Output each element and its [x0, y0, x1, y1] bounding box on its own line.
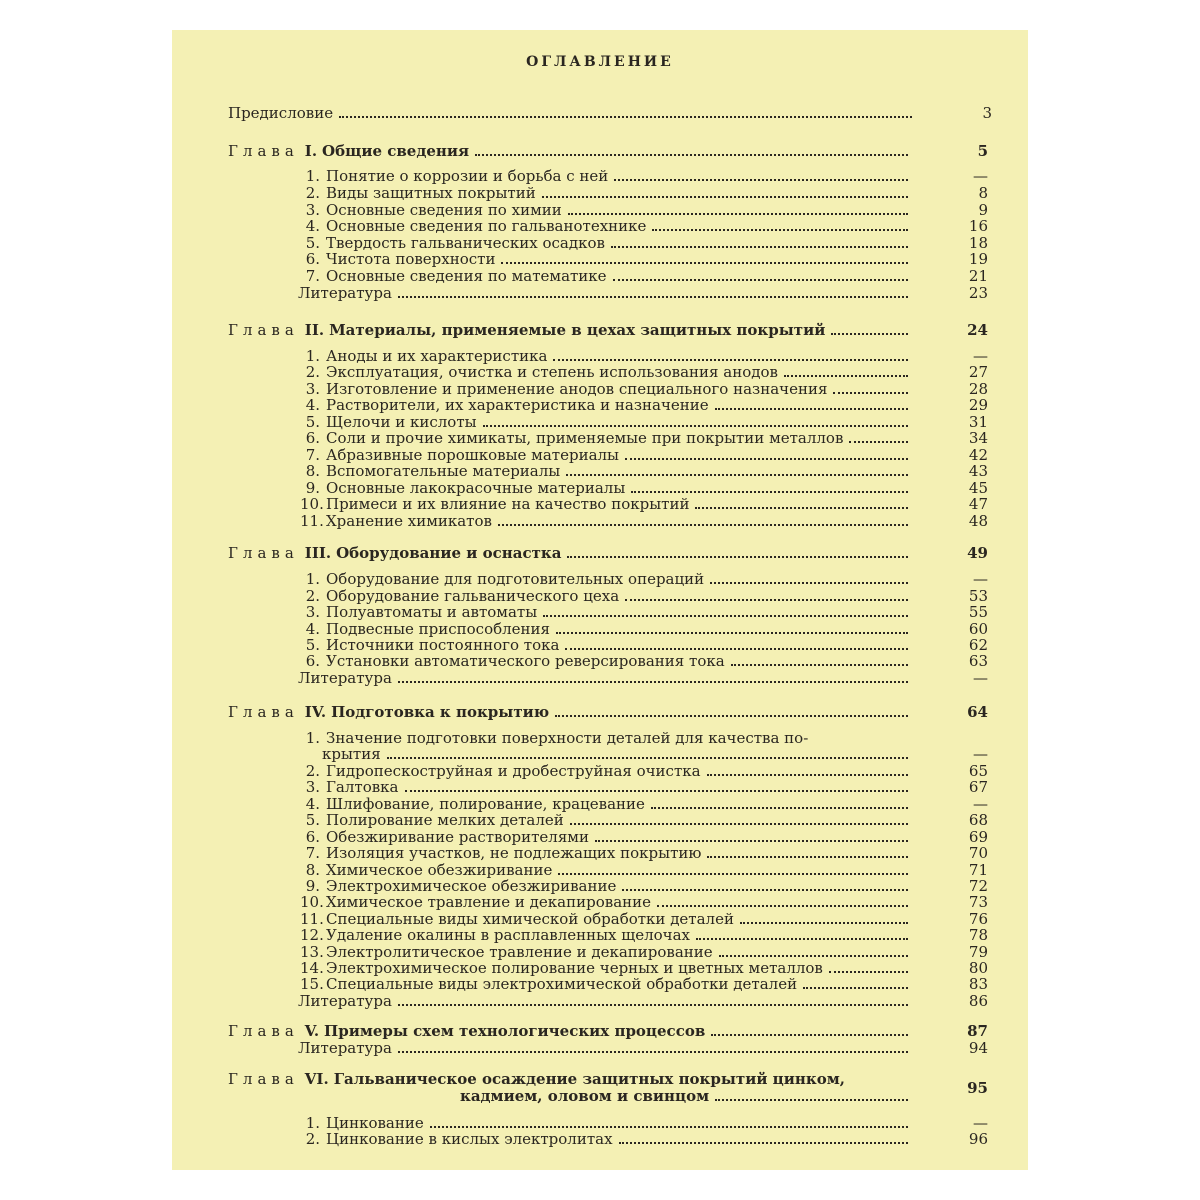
entry-text: Полирование мелких деталей — [326, 811, 564, 829]
leader-dots — [483, 415, 908, 427]
chapter-title: Подготовка к покрытию — [331, 703, 550, 721]
leader-dots — [711, 1024, 908, 1036]
page-number: 60 — [968, 620, 988, 638]
entry-number: 11. — [300, 512, 324, 530]
chapter-label: Глава — [228, 1022, 299, 1040]
page-number: 3 — [982, 104, 992, 122]
toc-chapter-5 — [228, 1022, 988, 1040]
entry-number: 15. — [300, 975, 324, 993]
leader-dots — [715, 1089, 908, 1101]
chapter-title: Материалы, применяемые в цехах защитных покрытий — [329, 321, 826, 339]
page-number: 62 — [968, 636, 988, 654]
entry-number: 2. — [305, 587, 320, 605]
entry-text: Предисловие — [228, 104, 334, 122]
page-number: 64 — [967, 703, 988, 721]
chapter-label: Глава — [228, 544, 299, 562]
page-number: 65 — [968, 762, 988, 780]
leader-dots — [398, 671, 908, 683]
entry-number: 5. — [305, 413, 320, 431]
leader-dots — [652, 219, 908, 231]
chapter-number: VI. — [304, 1070, 329, 1088]
page-number: 83 — [968, 975, 988, 993]
toc-entry — [300, 184, 988, 202]
leader-dots — [568, 203, 908, 215]
entry-text: Литература — [298, 284, 392, 302]
chapter-title: Гальваническое осаждение защитных покрытий цинком, — [333, 1070, 845, 1088]
toc-entry — [300, 778, 988, 796]
toc-entry-preface — [228, 104, 992, 122]
toc-entry — [300, 893, 988, 911]
chapter-number: III. — [304, 544, 332, 562]
leader-dots — [475, 144, 908, 156]
leader-dots — [831, 323, 908, 335]
leader-dots — [631, 481, 908, 493]
entry-text: Эксплуатация, очистка и степень использования анодов — [326, 363, 778, 381]
entry-number: 2. — [305, 762, 320, 780]
toc-chapter-6-continuation — [460, 1079, 988, 1105]
leader-dots — [565, 638, 908, 650]
entry-number: 4. — [305, 620, 320, 638]
entry-text: Основные сведения по химии — [326, 201, 562, 219]
leader-dots — [696, 928, 908, 940]
leader-dots — [498, 514, 908, 526]
page-number: 95 — [967, 1079, 988, 1097]
entry-text: Электрохимическое обезжиривание — [326, 877, 617, 895]
page-number: 42 — [968, 446, 988, 464]
page-number: 45 — [968, 479, 988, 497]
entry-number: 1. — [305, 167, 320, 185]
chapter-title: кадмием, оловом и свинцом — [460, 1087, 710, 1105]
leader-dots — [566, 464, 908, 476]
page-number: 31 — [968, 413, 988, 431]
book-page — [172, 30, 1028, 1170]
leader-dots — [339, 106, 912, 118]
page-number: 73 — [968, 893, 988, 911]
toc-entry — [300, 167, 988, 185]
chapter-label: Глава — [228, 321, 299, 339]
entry-text: Источники постоянного тока — [326, 636, 560, 654]
chapter-title: Примеры схем технологических процессов — [324, 1022, 706, 1040]
chapter-number: II. — [304, 321, 325, 339]
entry-text: Электролитическое травление и декапирование — [326, 943, 713, 961]
entry-number: 2. — [305, 184, 320, 202]
page-number: 87 — [967, 1022, 988, 1040]
leader-dots — [707, 846, 908, 858]
page-number: 23 — [968, 284, 988, 302]
chapter-label: Глава — [228, 142, 299, 160]
entry-number: 1. — [305, 347, 320, 365]
leader-dots — [556, 622, 908, 634]
toc-entry — [300, 495, 988, 513]
page-number: 21 — [968, 267, 988, 285]
entry-number: 5. — [305, 636, 320, 654]
toc-entry — [300, 429, 988, 447]
toc-chapter-1 — [228, 142, 988, 160]
leader-dots — [710, 572, 908, 584]
toc-entry — [300, 512, 988, 530]
entry-number: 3. — [305, 778, 320, 796]
page-number: 78 — [968, 926, 988, 944]
entry-text: Значение подготовки поверхности деталей для качества по- — [326, 729, 809, 747]
page-number: 96 — [968, 1130, 988, 1148]
page-number: 53 — [968, 587, 988, 605]
entry-text: Основные сведения по математике — [326, 267, 607, 285]
entry-number: 5. — [305, 234, 320, 252]
toc-literature — [298, 1039, 988, 1057]
leader-dots — [558, 863, 908, 875]
leader-dots — [740, 912, 908, 924]
entry-number: 3. — [305, 380, 320, 398]
leader-dots — [501, 252, 908, 264]
entry-number: 9. — [305, 877, 320, 895]
entry-number: 4. — [305, 396, 320, 414]
entry-text: Удаление окалины в расплавленных щелочах — [326, 926, 690, 944]
toc-entry — [300, 844, 988, 862]
entry-number: 7. — [305, 267, 320, 285]
entry-number: 11. — [300, 910, 324, 928]
entry-number: 7. — [305, 844, 320, 862]
entry-text: Изготовление и применение анодов специального назначения — [326, 380, 828, 398]
leader-dots — [553, 349, 908, 361]
page-number: 24 — [967, 321, 988, 339]
toc-literature — [298, 669, 988, 687]
entry-text: Галтовка — [326, 778, 399, 796]
entry-number: 10. — [300, 893, 324, 911]
entry-text: Установки автоматического реверсирования тока — [326, 652, 725, 670]
page-number: 29 — [968, 396, 988, 414]
chapter-number: V. — [304, 1022, 320, 1040]
entry-text: Аноды и их характеристика — [326, 347, 548, 365]
chapter-label: Глава — [228, 703, 299, 721]
toc-entry — [300, 363, 988, 381]
page-number: 8 — [978, 184, 988, 202]
toc-literature — [298, 284, 988, 302]
page-number: — — [973, 347, 988, 365]
leader-dots — [542, 186, 908, 198]
leader-dots — [695, 497, 908, 509]
entry-number: 6. — [305, 652, 320, 670]
page-number: 68 — [968, 811, 988, 829]
entry-text: Вспомогательные материалы — [326, 462, 561, 480]
entry-text: Хранение химикатов — [326, 512, 492, 530]
entry-number: 4. — [305, 795, 320, 813]
page-number: 80 — [968, 959, 988, 977]
entry-text: Подвесные приспособления — [326, 620, 551, 638]
entry-number: 6. — [305, 429, 320, 447]
leader-dots — [829, 961, 908, 973]
entry-number: 13. — [300, 943, 324, 961]
leader-dots — [651, 797, 908, 809]
toc-chapter-6 — [228, 1071, 914, 1088]
toc-chapter-4 — [228, 703, 988, 721]
page-number: 76 — [968, 910, 988, 928]
page-number: — — [973, 570, 988, 588]
toc-entry — [300, 811, 988, 829]
leader-dots — [622, 879, 908, 891]
entry-text: крытия — [322, 745, 381, 763]
leader-dots — [657, 895, 908, 907]
entry-number: 5. — [305, 811, 320, 829]
page-number: 67 — [968, 778, 988, 796]
entry-text: Чистота поверхности — [326, 250, 496, 268]
leader-dots — [398, 286, 908, 298]
entry-number: 3. — [305, 603, 320, 621]
chapter-title: Оборудование и оснастка — [336, 544, 562, 562]
leader-dots — [833, 382, 908, 394]
toc-entry — [300, 462, 988, 480]
leader-dots — [398, 994, 908, 1006]
toc-entry — [300, 730, 914, 747]
page-number: 55 — [968, 603, 988, 621]
leader-dots — [543, 605, 908, 617]
entry-number: 6. — [305, 828, 320, 846]
page-number: 47 — [968, 495, 988, 513]
entry-number: 7. — [305, 446, 320, 464]
toc-literature — [298, 992, 988, 1010]
entry-text: Примеси и их влияние на качество покрытий — [326, 495, 690, 513]
leader-dots — [595, 830, 908, 842]
leader-dots — [715, 398, 908, 410]
leader-dots — [719, 945, 908, 957]
entry-number: 6. — [305, 250, 320, 268]
page-number: 18 — [968, 234, 988, 252]
page-number: — — [973, 795, 988, 813]
chapter-number: I. — [304, 142, 318, 160]
entry-text: Химическое обезжиривание — [326, 861, 553, 879]
leader-dots — [619, 1132, 908, 1144]
entry-text: Основные сведения по гальванотехнике — [326, 217, 647, 235]
toc-entry — [300, 603, 988, 621]
chapter-title: Общие сведения — [322, 142, 470, 160]
leader-dots — [731, 654, 908, 666]
leader-dots — [405, 780, 909, 792]
leader-dots — [707, 764, 908, 776]
page-number: — — [973, 1114, 988, 1132]
leader-dots — [625, 448, 908, 460]
entry-text: Специальные виды химической обработки деталей — [326, 910, 734, 928]
page-number: 70 — [968, 844, 988, 862]
entry-text: Изоляция участков, не подлежащих покрытию — [326, 844, 702, 862]
leader-dots — [398, 1041, 908, 1053]
entry-text: Специальные виды электрохимической обработки деталей — [326, 975, 798, 993]
page-number: 43 — [968, 462, 988, 480]
leader-dots — [625, 589, 908, 601]
entry-number: 8. — [305, 861, 320, 879]
entry-text: Цинкование в кислых электролитах — [326, 1130, 613, 1148]
entry-number: 14. — [300, 959, 324, 977]
leader-dots — [613, 269, 908, 281]
toc-entry — [300, 570, 988, 588]
entry-text: Понятие о коррозии и борьба с ней — [326, 167, 609, 185]
chapter-number: IV. — [304, 703, 327, 721]
page-number: 34 — [968, 429, 988, 447]
page-number: 86 — [968, 992, 988, 1010]
page-number: — — [973, 745, 988, 763]
entry-text: Шлифование, полирование, крацевание — [326, 795, 645, 813]
entry-text: Щелочи и кислоты — [326, 413, 477, 431]
page-number: — — [973, 167, 988, 185]
entry-text: Литература — [298, 1039, 392, 1057]
toc-chapter-3 — [228, 544, 988, 562]
entry-text: Полуавтоматы и автоматы — [326, 603, 538, 621]
entry-number: 12. — [300, 926, 324, 944]
toc-entry — [300, 926, 988, 944]
page-number: 16 — [968, 217, 988, 235]
toc-entry — [300, 1130, 988, 1148]
entry-number: 2. — [305, 1130, 320, 1148]
page-number: 9 — [978, 201, 988, 219]
toc-entry — [300, 975, 988, 993]
toc-entry — [300, 217, 988, 235]
entry-number: 1. — [305, 729, 320, 747]
entry-text: Абразивные порошковые материалы — [326, 446, 619, 464]
toc-entry — [300, 267, 988, 285]
entry-number: 3. — [305, 201, 320, 219]
toc-entry — [300, 250, 988, 268]
leader-dots — [614, 169, 908, 181]
page-number: 49 — [967, 544, 988, 562]
entry-text: Основные лакокрасочные материалы — [326, 479, 626, 497]
page-number: 28 — [968, 380, 988, 398]
entry-text: Оборудование гальванического цеха — [326, 587, 620, 605]
entry-text: Гидропескоструйная и дробеструйная очистка — [326, 762, 701, 780]
leader-dots — [555, 705, 908, 717]
toc-entry-continuation — [322, 745, 988, 763]
entry-number: 2. — [305, 363, 320, 381]
entry-text: Твердость гальванических осадков — [326, 234, 605, 252]
page-title: ОГЛАВЛЕНИЕ — [526, 54, 674, 70]
toc-entry — [300, 396, 988, 414]
page-number: 19 — [968, 250, 988, 268]
leader-dots — [784, 365, 908, 377]
entry-number: 4. — [305, 217, 320, 235]
page-number: 48 — [968, 512, 988, 530]
toc-chapter-2 — [228, 321, 988, 339]
entry-number: 1. — [305, 1114, 320, 1132]
entry-text: Соли и прочие химикаты, применяемые при покрытии металлов — [326, 429, 844, 447]
entry-number: 9. — [305, 479, 320, 497]
entry-text: Литература — [298, 669, 392, 687]
entry-text: Обезжиривание растворителями — [326, 828, 589, 846]
page-number: 94 — [968, 1039, 988, 1057]
entry-text: Литература — [298, 992, 392, 1010]
toc-entry — [300, 652, 988, 670]
entry-text: Оборудование для подготовительных операций — [326, 570, 705, 588]
entry-text: Химическое травление и декапирование — [326, 893, 652, 911]
entry-number: 8. — [305, 462, 320, 480]
page-number: — — [973, 669, 988, 687]
leader-dots — [387, 747, 908, 759]
page-number: 69 — [968, 828, 988, 846]
leader-dots — [567, 546, 908, 558]
leader-dots — [570, 813, 908, 825]
chapter-label: Глава — [228, 1070, 299, 1088]
leader-dots — [803, 977, 908, 989]
page-number: 71 — [968, 861, 988, 879]
leader-dots — [849, 431, 908, 443]
leader-dots — [611, 236, 908, 248]
entry-number: 10. — [300, 495, 324, 513]
entry-text: Цинкование — [326, 1114, 424, 1132]
leader-dots — [430, 1116, 908, 1128]
page-number: 72 — [968, 877, 988, 895]
page-number: 63 — [968, 652, 988, 670]
page-number: 5 — [977, 142, 988, 160]
entry-number: 1. — [305, 570, 320, 588]
entry-text: Виды защитных покрытий — [326, 184, 536, 202]
entry-text: Растворители, их характеристика и назначение — [326, 396, 709, 414]
page-number: 79 — [968, 943, 988, 961]
entry-text: Электрохимическое полирование черных и цветных металлов — [326, 959, 823, 977]
page-number: 27 — [968, 363, 988, 381]
